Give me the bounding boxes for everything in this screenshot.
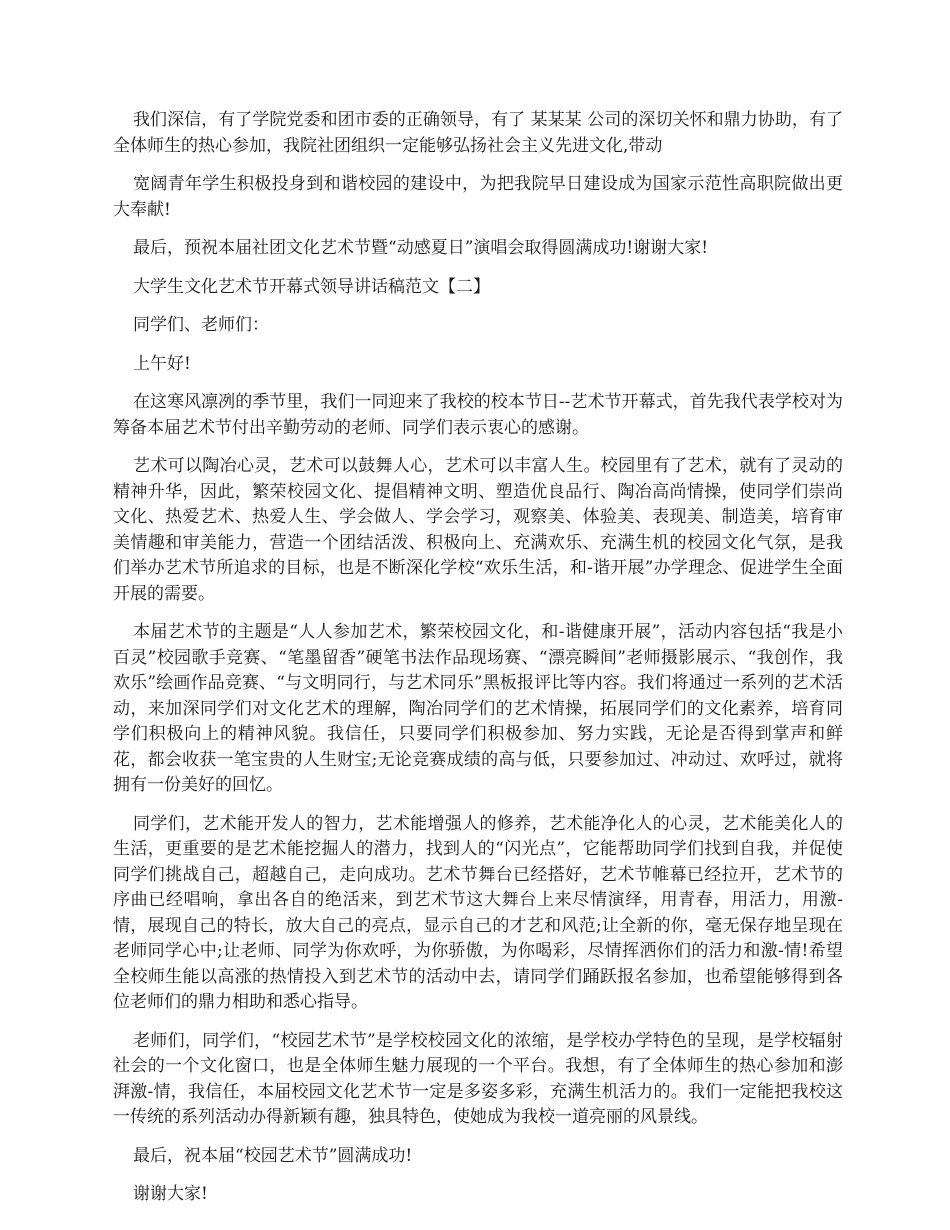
paragraph: 同学们，艺术能开发人的智力，艺术能增强人的修养，艺术能净化人的心灵，艺术能美化人的生活，更重要的是艺术能挖掘人的潜力，找到人的“闪光点”，它能帮助同学们找到自我，并促使同学们挑战自己，超越自己，走向成功。艺术节舞台已经搭好，艺术节帷幕已经拉开，艺术节的序曲已经唱响，拿出各自的绝活来，到艺术节这大舞台上来尽情演绎，用青春，用活力，用激-情，展现自己的特长，放大自己的亮点，显示自己的才艺和风范;让全新的你，毫无保存地呈现在老师同学心中;让老师、同学为你欢呼，为你骄傲，为你喝彩，尽情挥洒你们的活力和激-情!希望全校师生能以高涨的热情投入到艺术节的活动中去，请同学们踊跃报名参加，也希望能够得到各位老师们的鼎力相助和悉心指导。: [113, 813, 843, 1012]
paragraph: 我们深信，有了学院党委和团市委的正确领导，有了 某某某 公司的深切关怀和鼎力协助，有了全体师生的热心参加，我院社团组织一定能够弘扬社会主义先进文化,带动: [113, 110, 843, 156]
paragraph: 最后，预祝本届社团文化艺术节暨“动感夏日”演唱会取得圆满成功!谢谢大家!: [133, 238, 709, 258]
paragraph: 宽阔青年学生积极投身到和谐校园的建设中，为把我院早日建设成为国家示范性高职院做出更大奉献!: [113, 174, 843, 220]
paragraph: 艺术可以陶冶心灵，艺术可以鼓舞人心，艺术可以丰富人生。校园里有了艺术，就有了灵动的精神升华，因此，繁荣校园文化、提倡精神文明、塑造优良品行、陶冶高尚情操，使同学们崇尚文化、热爱艺术、热爱人生、学会做人、学会学习，观察美、体验美、表现美、制造美，培育审美情趣和审美能力，营造一个团结活泼、积极向上、充满欢乐、充满生机的校园文化气氛，是我们举办艺术节所追求的目标，也是不断深化学校“欢乐生活，和-谐开展”办学理念、促进学生全面开展的需要。: [113, 456, 843, 604]
paragraph: 老师们，同学们，“校园艺术节”是学校校园文化的浓缩，是学校办学特色的呈现，是学校辐射社会的一个文化窗口，也是全体师生魅力展现的一个平台。我想，有了全体师生的热心参加和澎湃激-情，我信任，本届校园文化艺术节一定是多姿多彩，充满生机活力的。我们一定能把我校这一传统的系列活动办得新颖有趣，独具特色，使她成为我校一道亮丽的风景线。: [113, 1030, 843, 1127]
salutation: 同学们、老师们：: [133, 315, 269, 335]
paragraph: 在这寒风凛冽的季节里，我们一同迎来了我校的校本节日--艺术节开幕式，首先我代表学校对为筹备本届艺术节付出辛勤劳动的老师、同学们表示衷心的感谢。: [113, 392, 843, 438]
paragraph: 本届艺术节的主题是“人人参加艺术，繁荣校园文化，和-谐健康开展”，活动内容包括“我是小百灵”校园歌手竞赛、“笔墨留香”硬笔书法作品现场赛、“漂亮瞬间”老师摄影展示、“我创作，我欢乐”绘画作品竞赛、“与文明同行，与艺术同乐”黑板报评比等内容。我们将通过一系列的艺术活动，来加深同学们对文化艺术的理解，陶冶同学们的艺术情操，拓展同学们的文化素养，培育同学们积极向上的精神风貌。我信任，只要同学们积极参加、努力实践，无论是否得到掌声和鲜花，都会收获一笔宝贵的人生财宝;无论竞赛成绩的高与低，只要参加过、冲动过、欢呼过，就将拥有一份美好的回忆。: [113, 622, 843, 795]
document-body: [113, 108, 843, 1221]
closing-thanks: 谢谢大家!: [133, 1184, 208, 1204]
closing-line: 最后，祝本届“校园艺术节”圆满成功!: [133, 1145, 413, 1166]
section-heading: 大学生文化艺术节开幕式领导讲话稿范文【二】: [133, 276, 490, 297]
greeting: 上午好!: [133, 353, 191, 374]
